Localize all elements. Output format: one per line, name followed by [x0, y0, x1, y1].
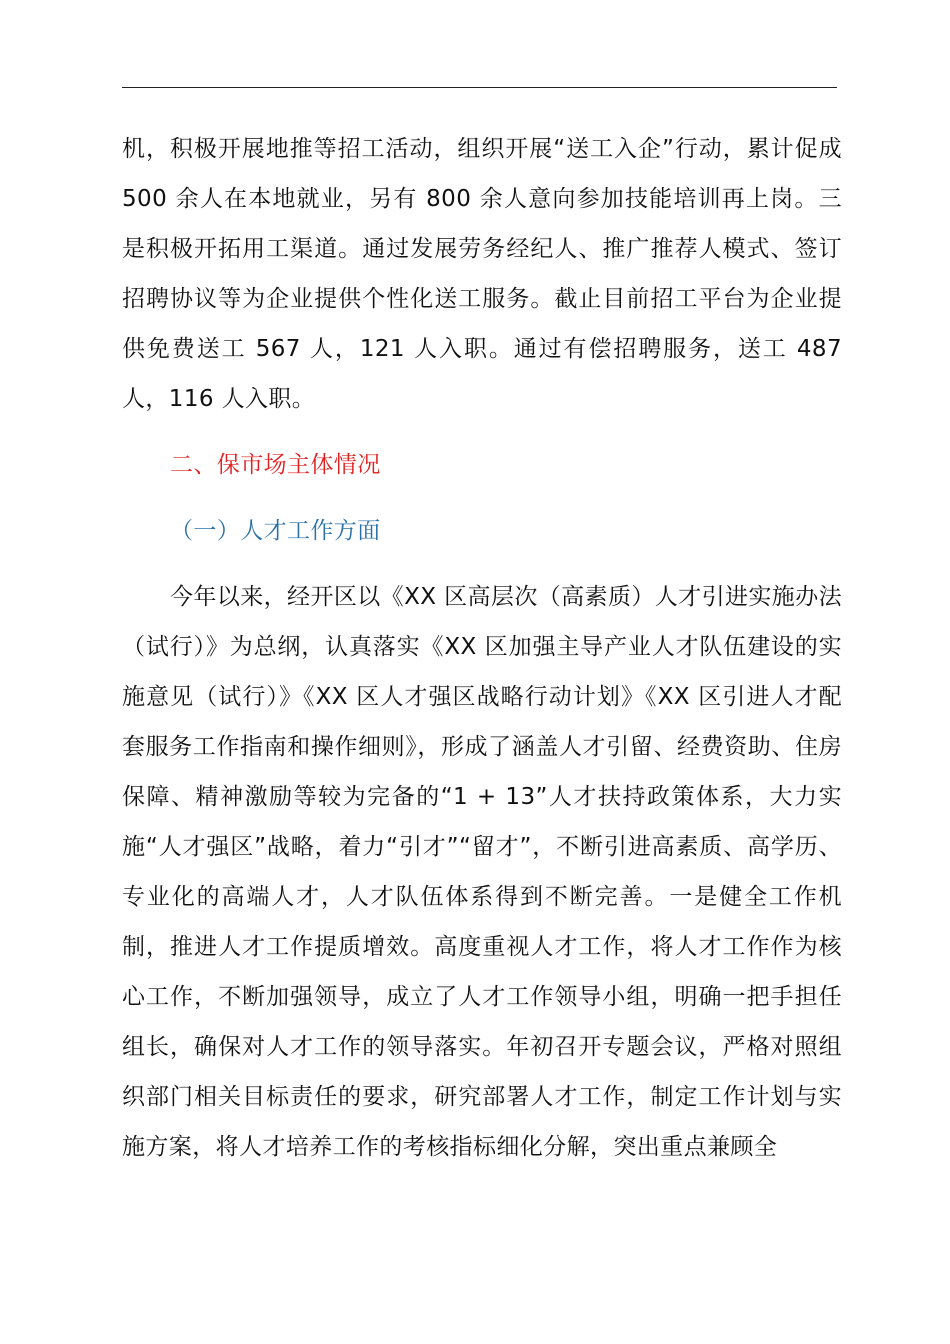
- section-heading: 二、保市场主体情况: [170, 452, 381, 478]
- subsection-heading: （一）人才工作方面: [170, 518, 381, 544]
- header-rule: [122, 87, 837, 88]
- document-body: [122, 124, 842, 1172]
- paragraph-talent-work: 今年以来，经开区以《XX 区高层次（高素质）人才引进实施办法（试行）》为总纲，认真落实《XX 区加强主导产业人才队伍建设的实施意见（试行）》《XX 区人才强区战略行动计划》《XX 区引进人才配套服务工作指南和操作细则》，形成了涵盖人才引留、经费资助、住房保障、精神激励等较为完备的“1 + 13”人才扶持政策体系，大力实施“人才强区”战略，着力“引才”“留才”，不断引进高素质、高学历、专业化的高端人才，人才队伍体系得到不断完善。一是健全工作机制，推进人才工作提质增效。高度重视人才工作，将人才工作作为核心工作，不断加强领导，成立了人才工作领导小组，明确一把手担任组长，确保对人才工作的领导落实。年初召开专题会议，严格对照组织部门相关目标责任的要求，研究部署人才工作，制定工作计划与实施方案，将人才培养工作的考核指标细化分解，突出重点兼顾全: [122, 584, 842, 1160]
- paragraph-continuation: 机，积极开展地推等招工活动，组织开展“送工入企”行动，累计促成 500 余人在本地就业，另有 800 余人意向参加技能培训再上岗。三是积极开拓用工渠道。通过发展劳务经纪人、推广推荐人模式、签订招聘协议等为企业提供个性化送工服务。截止目前招工平台为企业提供免费送工 567 人，121 人入职。通过有偿招聘服务，送工 487 人，116 人入职。: [122, 136, 842, 412]
